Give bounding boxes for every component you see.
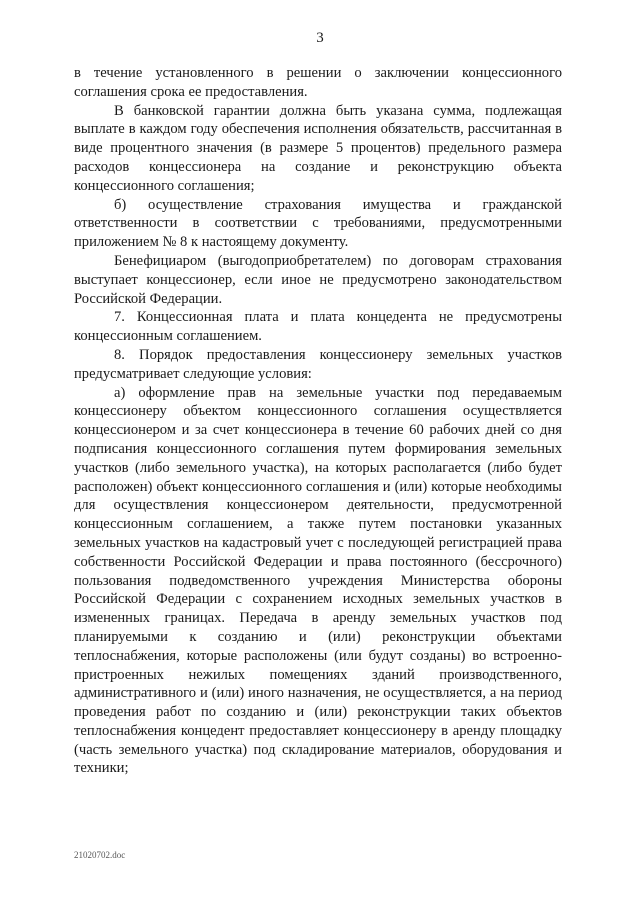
paragraph-item-8: 8. Порядок предоставления концессионеру земельных участков предусматривает следующие условия: bbox=[74, 346, 562, 382]
paragraph-item-7: 7. Концессионная плата и плата концедента не предусмотрены концессионным соглашением. bbox=[74, 309, 562, 345]
paragraph-bank-guarantee: В банковской гарантии должна быть указана сумма, подлежащая выплате в каждом году обеспечения исполнения обязательств, рассчитанная в виде процентного значения (в размере 5 процентов) предельного размера расходов концессионера на создание и реконструкцию объекта концессионного соглашения; bbox=[74, 102, 562, 194]
page-number: 3 bbox=[316, 30, 324, 46]
paragraph-insurance: б) осуществление страхования имущества и гражданской ответственности в соответствии с требованиями, предусмотренными приложением № 8 к настоящему документу. bbox=[74, 196, 562, 251]
paragraph-item-8a: а) оформление прав на земельные участки под передаваемым концессионеру объектом концессионного соглашения осуществляется концессионером и за счет концессионера в течение 60 рабочих дней со дня подписания концессионного соглашения путем формирования земельных участков (либо земельного участка), на которых располагается (либо будет расположен) объект концессионного соглашения и (или) которые необходимы для осуществления концессионером деятельности, предусмотренной концессионным соглашением, а также путем постановки указанных земельных участков на кадастровый учет с последующей регистрацией права собственности Российской Федерации и права постоянного (бессрочного) пользования подведомственного учреждения Министерства обороны Российской Федерации с сохранением исходных земельных участков в измененных границах. Передача в аренду земельных участков под планируемыми к созданию и (или) реконструкции объектами теплоснабжения, которые расположены (или будут созданы) во встроенно-пристроенных нежилых помещениях зданий производственного, административного и (или) иного назначения, не осуществляется, а на период проведения работ по созданию и (или) реконструкции таких объектов теплоснабжения концедент предоставляет концессионеру в аренду площадку (часть земельного участка) под складирование материалов, оборудования и техники; bbox=[74, 384, 562, 777]
footer-file-code: 21020702.doc bbox=[74, 850, 126, 860]
paragraph-beneficiary: Бенефициаром (выгодоприобретателем) по договорам страхования выступает концессионер, если иное не предусмотрено законодательством Российской Федерации. bbox=[74, 252, 562, 307]
paragraph-continuation: в течение установленного в решении о заключении концессионного соглашения срока ее предоставления. bbox=[74, 65, 562, 100]
document-body bbox=[74, 64, 562, 778]
